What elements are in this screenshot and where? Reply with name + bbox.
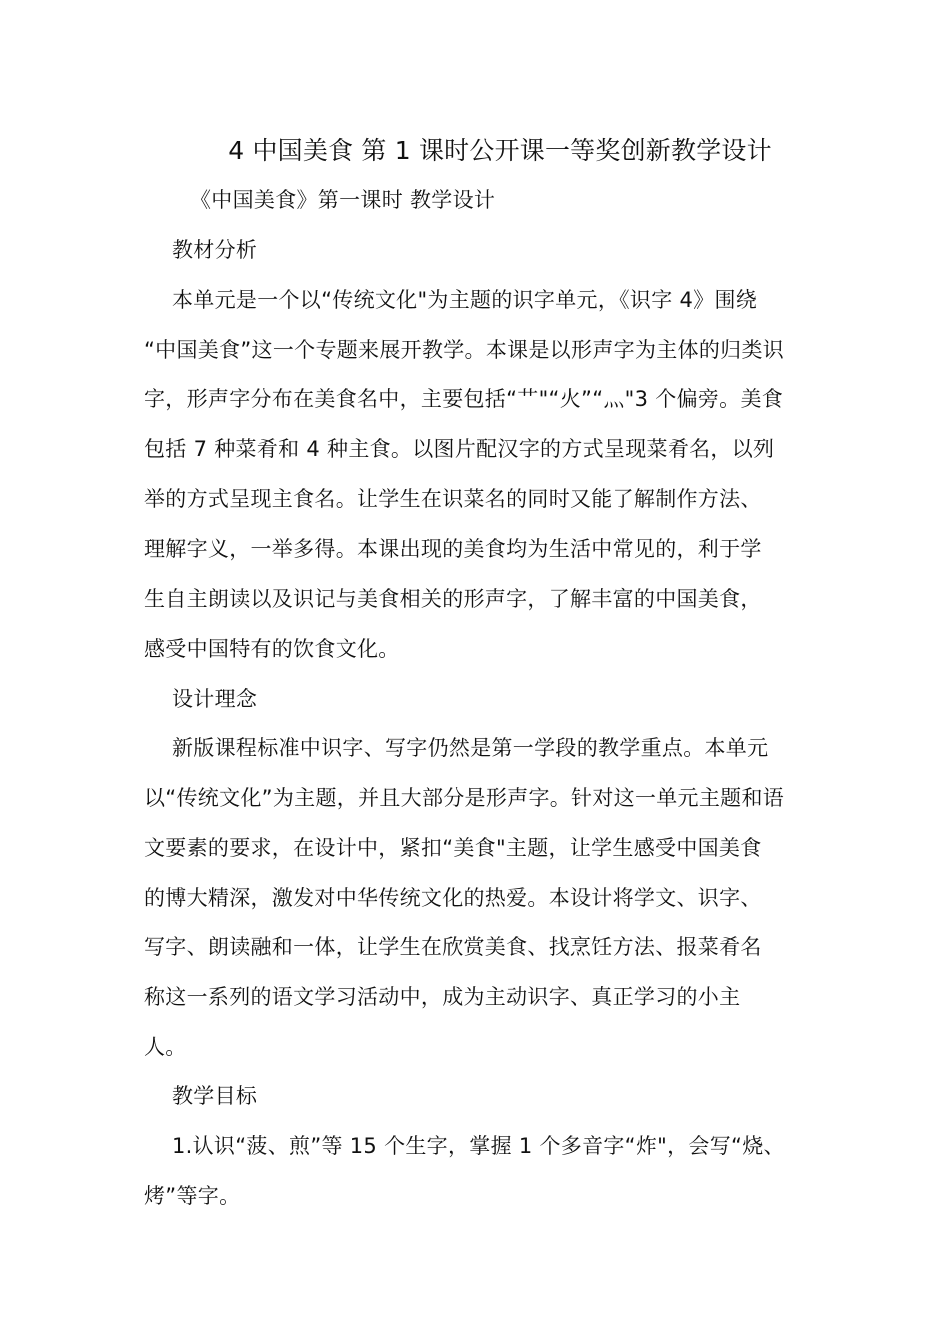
- section-heading-teaching-goals: 教学目标: [172, 1084, 258, 1108]
- paragraph-line: 包括 7 种菜肴和 4 种主食。以图片配汉字的方式呈现菜肴名，以列: [144, 437, 775, 461]
- paragraph-line: 生自主朗读以及识记与美食相关的形声字，了解丰富的中国美食，: [144, 587, 762, 611]
- document-subtitle: 《中国美食》第一课时 教学设计: [190, 188, 496, 212]
- paragraph-line: 烤”等字。: [144, 1184, 241, 1208]
- paragraph-line: 文要素的要求，在设计中，紧扣“美食"主题，让学生感受中国美食: [144, 836, 762, 860]
- paragraph-line: 的博大精深，激发对中华传统文化的热爱。本设计将学文、识字、: [144, 886, 762, 910]
- paragraph-line: 举的方式呈现主食名。让学生在识菜名的同时又能了解制作方法、: [144, 487, 762, 511]
- paragraph-line: “中国美食”这一个专题来展开教学。本课是以形声字为主体的归类识: [144, 338, 785, 362]
- paragraph-line: 理解字义，一举多得。本课出现的美食均为生活中常见的，利于学: [144, 537, 762, 561]
- paragraph-line: 称这一系列的语文学习活动中，成为主动识字、真正学习的小主: [144, 985, 741, 1009]
- section-heading-design-concept: 设计理念: [172, 687, 258, 711]
- paragraph-line: 新版课程标准中识字、写字仍然是第一学段的教学重点。本单元: [172, 736, 769, 760]
- section-heading-textbook-analysis: 教材分析: [172, 238, 258, 262]
- document-title: 4 中国美食 第 1 课时公开课一等奖创新教学设计: [228, 136, 772, 165]
- paragraph-line: 感受中国特有的饮食文化。: [144, 637, 400, 661]
- paragraph-line: 人。: [144, 1035, 187, 1059]
- paragraph-line: 本单元是一个以“传统文化"为主题的识字单元，《识字 4》围绕: [172, 288, 758, 312]
- paragraph-line: 写字、朗读融和一体，让学生在欣赏美食、找烹饪方法、报菜肴名: [144, 935, 762, 959]
- paragraph-line: 字，形声字分布在美食名中，主要包括“艹"“火”“灬"3 个偏旁。美食: [144, 387, 784, 411]
- paragraph-line: 以“传统文化”为主题，并且大部分是形声字。针对这一单元主题和语: [144, 786, 785, 810]
- paragraph-line: 1.认识“菠、煎”等 15 个生字，掌握 1 个多音字“炸"，会写“烧、: [172, 1134, 785, 1158]
